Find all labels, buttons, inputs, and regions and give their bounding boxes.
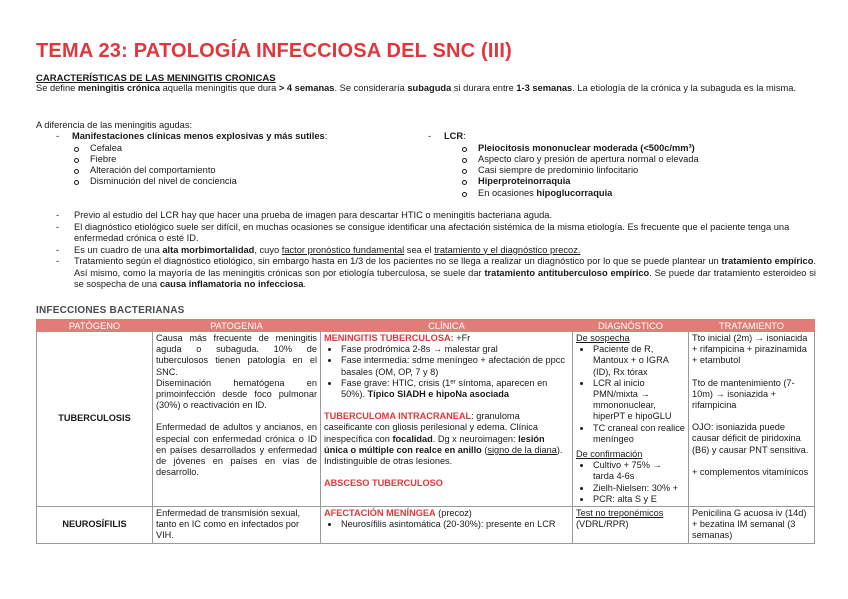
note-item (56, 245, 816, 257)
list-item: Alteración del comportamiento (90, 165, 416, 176)
pathogenesis-cell (153, 332, 321, 507)
clinical-list (324, 519, 569, 530)
dash-marker: - (56, 131, 60, 141)
abscess-heading: ABSCESO TUBERCULOSO (324, 478, 443, 489)
column-header: CLÍNICA (321, 320, 573, 332)
clinical-cell (321, 507, 573, 544)
list-item: Casi siempre de predominio linfocitario (478, 165, 768, 176)
list-item: Neurosífilis asintomática (20-30%): presente en LCR (341, 519, 569, 530)
bacterial-infections-table (36, 319, 815, 544)
note-text: El diagnóstico etiológico suele ser difícil, en muchas ocasiones se consigue identificar una afectación sistémica de la misma etiología. Es frecuente que el paciente tenga una enfermedad crónica o esté ID. (74, 221, 790, 243)
treatment-text: Tto inicial (2m) → isoniacida + rifampicina + pirazinamida + etambutol (692, 333, 808, 366)
pathogen-name: NEUROSÍFILIS (37, 507, 153, 544)
note-text: Tratamiento según el diagnóstico etiológico, sin embargo hasta en 1/3 de los pacientes no se llega a realizar un diagnóstico por lo que se puede plantear un tratamiento empírico. Así mismo, como la mayoría de las meningitis crónicas son por etiología tuberculosa, se suele dar tratamiento antituberculoso empírico. Se puede dar tratamiento esteroideo si se sospecha de una causa inflamatoria no infecciosa. (74, 256, 816, 289)
list-item: Cefalea (90, 143, 416, 154)
list-item: Fase intermedia: sdme meníngeo + afectación de ppcc basales (OM, OP, 7 y 8) (341, 355, 569, 377)
column-header: PATÓGENO (37, 320, 153, 332)
list-item: Hiperproteinorraquia (478, 176, 768, 187)
list-item: Fiebre (90, 154, 416, 165)
page-title: TEMA 23: PATOLOGÍA INFECCIOSA DEL SNC (III) (36, 40, 513, 62)
treatment-cell: Penicilina G acuosa iv (14d) + bezatina IM semanal (3 semanas) (689, 507, 815, 544)
dash-marker: - (428, 131, 432, 141)
list-item: LCR al inicio PMN/mixta → mmononuclear, hiperPT e hipoGLU (593, 378, 685, 423)
list-item: Aspecto claro y presión de apertura normal o elevada (478, 154, 768, 165)
list-item: Cultivo + 75% → tarda 4-6s (593, 460, 685, 482)
differences-intro: A diferencia de las meningitis agudas: (36, 120, 193, 130)
column-header: TRATAMIENTO (689, 320, 815, 332)
list-item: PCR: alta S y E (593, 494, 685, 505)
list-item: Paciente de R, Mantoux + o IGRA (ID), Rx tórax (593, 344, 685, 378)
note-item (56, 210, 816, 222)
clinical-phase-list (324, 344, 569, 400)
list-item: Disminución del nivel de conciencia (90, 176, 416, 187)
clinical-manifestations (56, 131, 416, 188)
diagnosis-cell: Test no treponémicos (VDRL/RPR) (573, 507, 689, 544)
column-header: DIAGNÓSTICO (573, 320, 689, 332)
note-text: Es un cuadro de una alta morbimortalidad, cuyo factor pronóstico fundamental sea el tratamiento y el diagnóstico precoz. (74, 244, 581, 255)
lcr-label: LCR: (444, 131, 466, 141)
table-header-row (37, 320, 815, 332)
list-item: En ocasiones hipoglucorraquia (478, 188, 768, 199)
pathogenesis-text: Causa más frecuente de meningitis aguda o subaguda. 10% de tuberculosos tienen patología en el SNC. (156, 333, 317, 377)
lcr-characteristics (428, 131, 768, 199)
list-item: Fase grave: HTIC, crisis (1ᵉʳ síntoma, aparecen en 50%). Típico SIADH e hipoNa asociada (341, 378, 569, 400)
tuberculoma-text: TUBERCULOMA INTRACRANEAL: granuloma caseificante con gliosis perilesional y edema. Clínica inespecífica con focalidad. Dg x neuroimagen: lesión única o múltiple con realce en anillo (signo de la diana). Indistinguible de otras lesiones. (324, 411, 563, 467)
treatment-text: OJO: isoniazida puede causar déficit de piridoxina (B6) y causar PNT sensitiva. (692, 422, 809, 455)
note-item (56, 256, 816, 291)
intro-paragraph: Se define meningitis crónica aquella meningitis que dura > 4 semanas. Se consideraría subaguda si durara entre 1-3 semanas. La etiología de la crónica y la subaguda es la misma. (36, 83, 796, 93)
clinical-heading: MENINGITIS TUBERCULOSA: +Fr (324, 333, 471, 343)
infections-heading: INFECCIONES BACTERIANAS (36, 305, 185, 316)
pathogenesis-text: Diseminación hematógena en primoinfección desde foco pulmonar (30%) o reactivación en ID. (156, 377, 317, 411)
diagnosis-subheading: De confirmación (576, 449, 643, 460)
column-header: PATOGENIA (153, 320, 321, 332)
diagnosis-subheading: De sospecha (576, 333, 630, 343)
treatment-cell (689, 332, 815, 507)
list-item: TC craneal con realice meníngeo (593, 422, 685, 444)
pathogenesis-text: Enfermedad de adultos y ancianos, en especial con enfermedad crónica o ID en países desarrollados y enfermedad de jóvenes en países en vías de desarrollo. (156, 422, 317, 478)
list-item: Pleiocitosis mononuclear moderada (<500c/mm³) (478, 143, 768, 154)
clinical-label: Manifestaciones clínicas menos explosivas y más sutiles: (72, 131, 328, 141)
table-row-tuberculosis (37, 332, 815, 507)
lcr-label-row (428, 131, 768, 143)
clinical-heading: AFECTACIÓN MENÍNGEA (precoz) (324, 508, 472, 519)
section-heading: CARACTERÍSTICAS DE LAS MENINGITIS CRONICAS (36, 73, 276, 84)
clinical-label-row (56, 131, 416, 143)
table-row-neurosifilis (37, 507, 815, 544)
dash-marker: - (56, 244, 60, 255)
diagnosis-list (576, 460, 685, 505)
pathogen-name: TUBERCULOSIS (37, 332, 153, 507)
list-item: Fase prodrómica 2-8s → malestar gral (341, 344, 569, 355)
notes-list (56, 210, 816, 291)
clinical-cell (321, 332, 573, 507)
note-text: Previo al estudio del LCR hay que hacer una prueba de imagen para descartar HTIC o meningitis bacteriana aguda. (74, 210, 553, 220)
diagnosis-cell (573, 332, 689, 507)
treatment-text: + complementos vitamínicos (692, 466, 809, 477)
lcr-list (428, 143, 768, 199)
list-item: Zielh-Nielsen: 30% + (593, 483, 685, 494)
note-item (56, 222, 816, 245)
dash-marker: - (56, 210, 60, 220)
clinical-list (56, 143, 416, 188)
dash-marker: - (56, 221, 60, 232)
diagnosis-list (576, 344, 685, 445)
treatment-text: Tto de mantenimiento (7-10m) → isoniazida + rifampicina (692, 377, 795, 411)
dash-marker: - (56, 256, 60, 266)
pathogenesis-cell: Enfermedad de transmisión sexual, tanto en IC como en infectados por VIH. (153, 507, 321, 544)
